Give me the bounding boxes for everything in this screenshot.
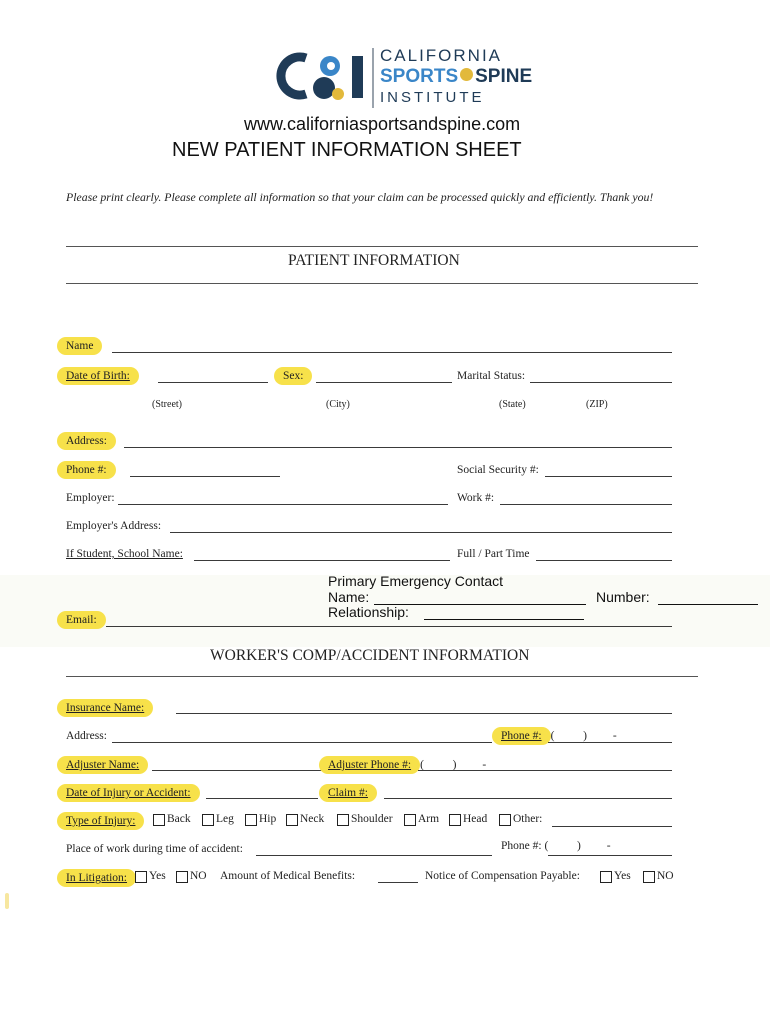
in-litigation-label: In Litigation: (57, 869, 136, 887)
injury-neck-label: Neck (300, 813, 325, 825)
adjuster-phone-field[interactable] (418, 770, 672, 771)
notice-label: Notice of Compensation Payable: (425, 870, 580, 882)
insurance-name-label: Insurance Name: (57, 699, 153, 717)
emergency-number-field[interactable] (658, 604, 758, 605)
litigation-no-label: NO (190, 870, 207, 882)
page-title: NEW PATIENT INFORMATION SHEET (172, 139, 522, 161)
full-part-time-field[interactable] (536, 560, 672, 561)
employer-address-label: Employer's Address: (66, 520, 162, 532)
litigation-yes-label: Yes (149, 870, 166, 882)
adjuster-name-field[interactable] (152, 770, 322, 771)
address-field[interactable] (124, 447, 672, 448)
place-of-work-field[interactable] (256, 855, 492, 856)
sex-field[interactable] (316, 382, 452, 383)
employer-label: Employer: (66, 492, 115, 504)
logo-ampersand-icon (460, 68, 473, 81)
instructions: Please print clearly. Please complete all information so that your claim can be processed quickly and efficiently. Thank you! (66, 190, 654, 204)
adjuster-phone-label: Adjuster Phone #: (319, 756, 420, 774)
logo-line-institute: INSTITUTE (380, 89, 485, 106)
comp-phone-label: Phone #: (492, 727, 551, 745)
injury-other-field[interactable] (552, 826, 672, 827)
school-field[interactable] (194, 560, 450, 561)
notice-yes-checkbox[interactable] (600, 871, 612, 883)
sex-label: Sex: (274, 367, 312, 385)
injury-other-label: Other: (513, 813, 543, 825)
injury-leg-checkbox[interactable] (202, 814, 214, 826)
comp-section-heading: WORKER'S COMP/ACCIDENT INFORMATION (210, 647, 530, 664)
work-label: Work #: (457, 492, 495, 504)
emergency-contact-heading: Primary Emergency Contact (328, 573, 504, 589)
emergency-name-label: Name: (328, 589, 370, 605)
logo (276, 44, 533, 110)
injury-shoulder-checkbox[interactable] (337, 814, 349, 826)
injury-leg-label: Leg (216, 813, 234, 825)
city-label: (City) (326, 399, 350, 410)
litigation-yes-checkbox[interactable] (135, 871, 147, 883)
emergency-relationship-label: Relationship: (328, 604, 409, 620)
place-of-work-label: Place of work during time of accident: (66, 843, 243, 855)
injury-head-label: Head (463, 813, 488, 825)
dob-field[interactable] (158, 382, 268, 383)
medical-benefits-label: Amount of Medical Benefits: (220, 870, 356, 882)
comp-address-field[interactable] (112, 742, 492, 743)
marital-label: Marital Status: (457, 370, 526, 382)
phone-label: Phone #: (57, 461, 116, 479)
injury-hip-checkbox[interactable] (245, 814, 257, 826)
adjuster-phone-format: ( ) - (420, 759, 487, 771)
zip-label: (ZIP) (586, 399, 608, 410)
ssn-field[interactable] (545, 476, 672, 477)
name-field[interactable] (112, 352, 672, 353)
notice-no-label: NO (657, 870, 674, 882)
employer-address-field[interactable] (170, 532, 672, 533)
website-link[interactable]: www.californiasportsandspine.com (244, 114, 521, 134)
claim-number-field[interactable] (384, 798, 672, 799)
emergency-number-label: Number: (596, 589, 650, 605)
comp-address-label: Address: (66, 730, 107, 742)
notice-yes-label: Yes (614, 870, 631, 882)
place-phone-format: ( ) - (544, 840, 611, 852)
dob-label: Date of Birth: (57, 367, 139, 385)
marital-field[interactable] (530, 382, 672, 383)
address-label: Address: (57, 432, 116, 450)
csi-logo-mark-icon (276, 44, 376, 110)
street-label: (Street) (152, 399, 182, 410)
work-field[interactable] (500, 504, 672, 505)
place-phone-label: Phone #: (501, 840, 542, 852)
employer-field[interactable] (118, 504, 448, 505)
patient-section-heading: PATIENT INFORMATION (288, 252, 460, 269)
injury-back-label: Back (167, 813, 191, 825)
name-label: Name (57, 337, 102, 355)
date-of-injury-field[interactable] (206, 798, 318, 799)
injury-back-checkbox[interactable] (153, 814, 165, 826)
injury-hip-label: Hip (259, 813, 277, 825)
litigation-no-checkbox[interactable] (176, 871, 188, 883)
comp-phone-field[interactable] (548, 742, 672, 743)
email-field[interactable] (106, 626, 672, 627)
medical-benefits-field[interactable] (378, 882, 418, 883)
injury-head-checkbox[interactable] (449, 814, 461, 826)
logo-line-sports: SPORTS (380, 66, 459, 87)
date-of-injury-label: Date of Injury or Accident: (57, 784, 200, 802)
comp-phone-format: ( ) - (550, 730, 617, 742)
injury-other-checkbox[interactable] (499, 814, 511, 826)
state-label: (State) (499, 399, 526, 410)
notice-no-checkbox[interactable] (643, 871, 655, 883)
emergency-relationship-field[interactable] (424, 619, 584, 620)
insurance-name-field[interactable] (176, 713, 672, 714)
full-part-time-label: Full / Part Time (457, 548, 530, 560)
email-label: Email: (57, 611, 106, 629)
claim-number-label: Claim #: (319, 784, 377, 802)
injury-neck-checkbox[interactable] (286, 814, 298, 826)
type-of-injury-label: Type of Injury: (57, 812, 144, 830)
place-phone-field[interactable] (548, 855, 672, 856)
adjuster-name-label: Adjuster Name: (57, 756, 148, 774)
injury-arm-checkbox[interactable] (404, 814, 416, 826)
logo-line-spine: SPINE (475, 66, 533, 87)
logo-line-california: CALIFORNIA (380, 46, 503, 65)
ssn-label: Social Security #: (457, 464, 539, 476)
highlighter-mark (5, 893, 9, 909)
injury-shoulder-label: Shoulder (351, 813, 393, 825)
phone-field[interactable] (130, 476, 280, 477)
school-label: If Student, School Name: (66, 548, 183, 560)
injury-arm-label: Arm (418, 813, 440, 825)
